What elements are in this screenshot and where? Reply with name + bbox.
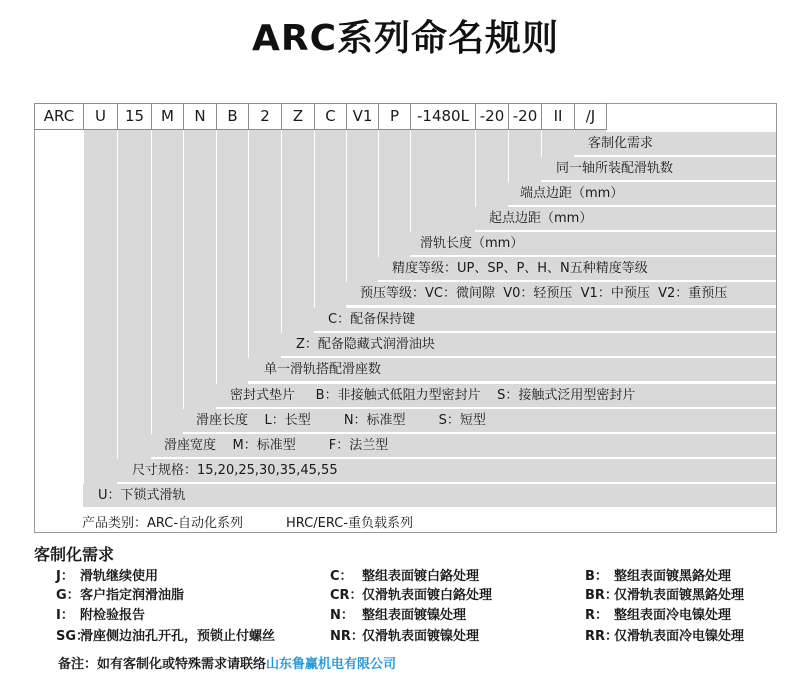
label-text-seal: 密封式垫片 B：非接触式低阻力型密封片 S：接触式泛用型密封片: [230, 388, 636, 403]
label-bar-start-pitch: [475, 207, 776, 230]
option-code: SG：: [56, 629, 90, 644]
connector-start-pitch: [476, 130, 508, 209]
code-box-end-pitch: -20: [508, 103, 542, 130]
label-text-size: 尺寸规格：15,20,25,30,35,45,55: [132, 463, 338, 478]
label-text-custom-req: 客制化需求: [588, 136, 654, 151]
custom-option: [56, 584, 184, 603]
connector-oil-block: [282, 130, 314, 335]
code-box-start-pitch: -20: [475, 103, 509, 130]
connector-rail-length: [411, 130, 475, 234]
code-box-series: ARC: [34, 103, 84, 130]
label-bar-rail-count: [541, 157, 776, 180]
option-code: BR：: [585, 588, 618, 603]
connector-retainer: [315, 130, 346, 310]
label-bar-size: [117, 459, 776, 482]
product-category-label: 产品类别：ARC-自动化系列: [82, 516, 244, 531]
code-box-rail-type: U: [83, 103, 118, 130]
connector-blocks: [249, 130, 281, 360]
code-box-preload: V1: [346, 103, 379, 130]
code-box-rail-length: -1480L: [410, 103, 476, 130]
label-bar-width: [151, 434, 776, 457]
option-desc: 仅滑轨表面镀黑鉻处理: [614, 588, 745, 603]
label-text-blocks: 单一滑轨搭配滑座数: [264, 362, 382, 377]
label-bar-oil-block: [281, 333, 776, 356]
option-code: NR：: [330, 629, 364, 644]
option-desc: 仅滑轨表面镀白鉻处理: [362, 588, 493, 603]
connector-seal: [217, 130, 248, 386]
option-code: B：: [585, 569, 608, 584]
connector-accuracy: [379, 130, 410, 259]
label-bar-custom-req: [574, 132, 776, 155]
custom-option: [56, 565, 158, 584]
label-text-rail-type: U：下锁式滑轨: [98, 488, 186, 503]
product-category-alt: HRC/ERC-重负载系列: [286, 516, 413, 531]
label-text-retainer: C：配备保持键: [328, 312, 416, 327]
label-text-end-pitch: 端点边距（mm）: [520, 186, 624, 201]
custom-option: [56, 604, 145, 623]
product-category: [82, 512, 243, 531]
custom-option: [330, 625, 479, 644]
label-bar-retainer: [314, 308, 776, 331]
option-code: R：: [585, 608, 609, 623]
code-box-accuracy: P: [378, 103, 411, 130]
code-box-length: N: [183, 103, 217, 130]
label-bar-accuracy: [378, 257, 776, 280]
custom-option: [585, 604, 731, 623]
connector-size: [118, 130, 151, 461]
connector-width: [152, 130, 183, 436]
label-bar-preload: [346, 282, 776, 305]
label-text-rail-length: 滑轨长度（mm）: [420, 236, 524, 251]
connector-rail-type: [84, 130, 117, 486]
label-text-rail-count: 同一轴所装配滑轨数: [556, 161, 674, 176]
note: [58, 653, 396, 672]
option-code: I：: [56, 608, 74, 623]
code-box-rail-count: II: [541, 103, 575, 130]
custom-option: [585, 625, 744, 644]
custom-option: [330, 565, 479, 584]
note-label: 备注：如有客制化或特殊需求请联络: [58, 657, 267, 672]
code-box-width: M: [151, 103, 184, 130]
code-box-retainer: C: [314, 103, 347, 130]
label-text-length: 滑座长度 L：长型 N：标准型 S：短型: [196, 413, 486, 428]
option-desc: 客户指定润滑油脂: [80, 588, 185, 603]
label-bar-blocks: [248, 358, 776, 381]
option-desc: 整组表面冷电镍处理: [614, 608, 732, 623]
label-text-width: 滑座宽度 M：标准型 F：法兰型: [164, 438, 389, 453]
option-desc: 仅滑轨表面镀镍处理: [362, 629, 480, 644]
option-code: CR：: [330, 588, 363, 603]
label-bar-seal: [216, 384, 776, 407]
option-code: G：: [56, 588, 80, 603]
label-bar-end-pitch: [508, 182, 776, 205]
connector-preload: [347, 130, 378, 284]
custom-option: [330, 584, 492, 603]
option-desc: 附检验报告: [80, 608, 146, 623]
custom-option: [330, 604, 466, 623]
option-desc: 整组表面镀白鉻处理: [362, 569, 480, 584]
option-desc: 整组表面镀镍处理: [362, 608, 467, 623]
option-desc: 整组表面镀黑鉻处理: [614, 569, 732, 584]
label-text-start-pitch: 起点边距（mm）: [489, 211, 593, 226]
connector-length: [184, 130, 216, 411]
option-desc: 滑轨继续使用: [80, 569, 159, 584]
option-desc: 仅滑轨表面冷电镍处理: [614, 629, 745, 644]
code-box-oil-block: Z: [281, 103, 315, 130]
page-title: ARC系列命名规则: [251, 18, 559, 59]
code-box-blocks: 2: [248, 103, 282, 130]
label-bar-length: [183, 409, 776, 432]
option-code: RR：: [585, 629, 619, 644]
label-text-preload: 预压等级：VC：微间隙 V0：轻预压 V1：中预压 V2：重预压: [360, 286, 728, 301]
label-text-accuracy: 精度等级：UP、SP、P、H、N五种精度等级: [392, 261, 648, 276]
option-code: N：: [330, 608, 354, 623]
custom-heading: 客制化需求: [34, 545, 115, 564]
label-text-oil-block: Z：配备隐藏式润滑油块: [296, 337, 435, 352]
code-box-custom: /J: [574, 103, 607, 130]
option-code: C：: [330, 569, 353, 584]
label-bar-rail-length: [410, 232, 776, 255]
connector-end-pitch: [509, 130, 541, 184]
option-desc: 滑座侧边油孔开孔，预锁止付螺丝: [80, 629, 276, 644]
custom-option: [585, 565, 731, 584]
connector-rail-count: [542, 130, 574, 159]
code-box-seal: B: [216, 103, 249, 130]
company-name: 山东鲁赢机电有限公司: [266, 657, 397, 672]
code-box-size: 15: [117, 103, 152, 130]
custom-option: [56, 625, 275, 644]
option-code: J：: [56, 569, 74, 584]
custom-option: [585, 584, 744, 603]
label-bar-rail-type: [83, 484, 776, 507]
